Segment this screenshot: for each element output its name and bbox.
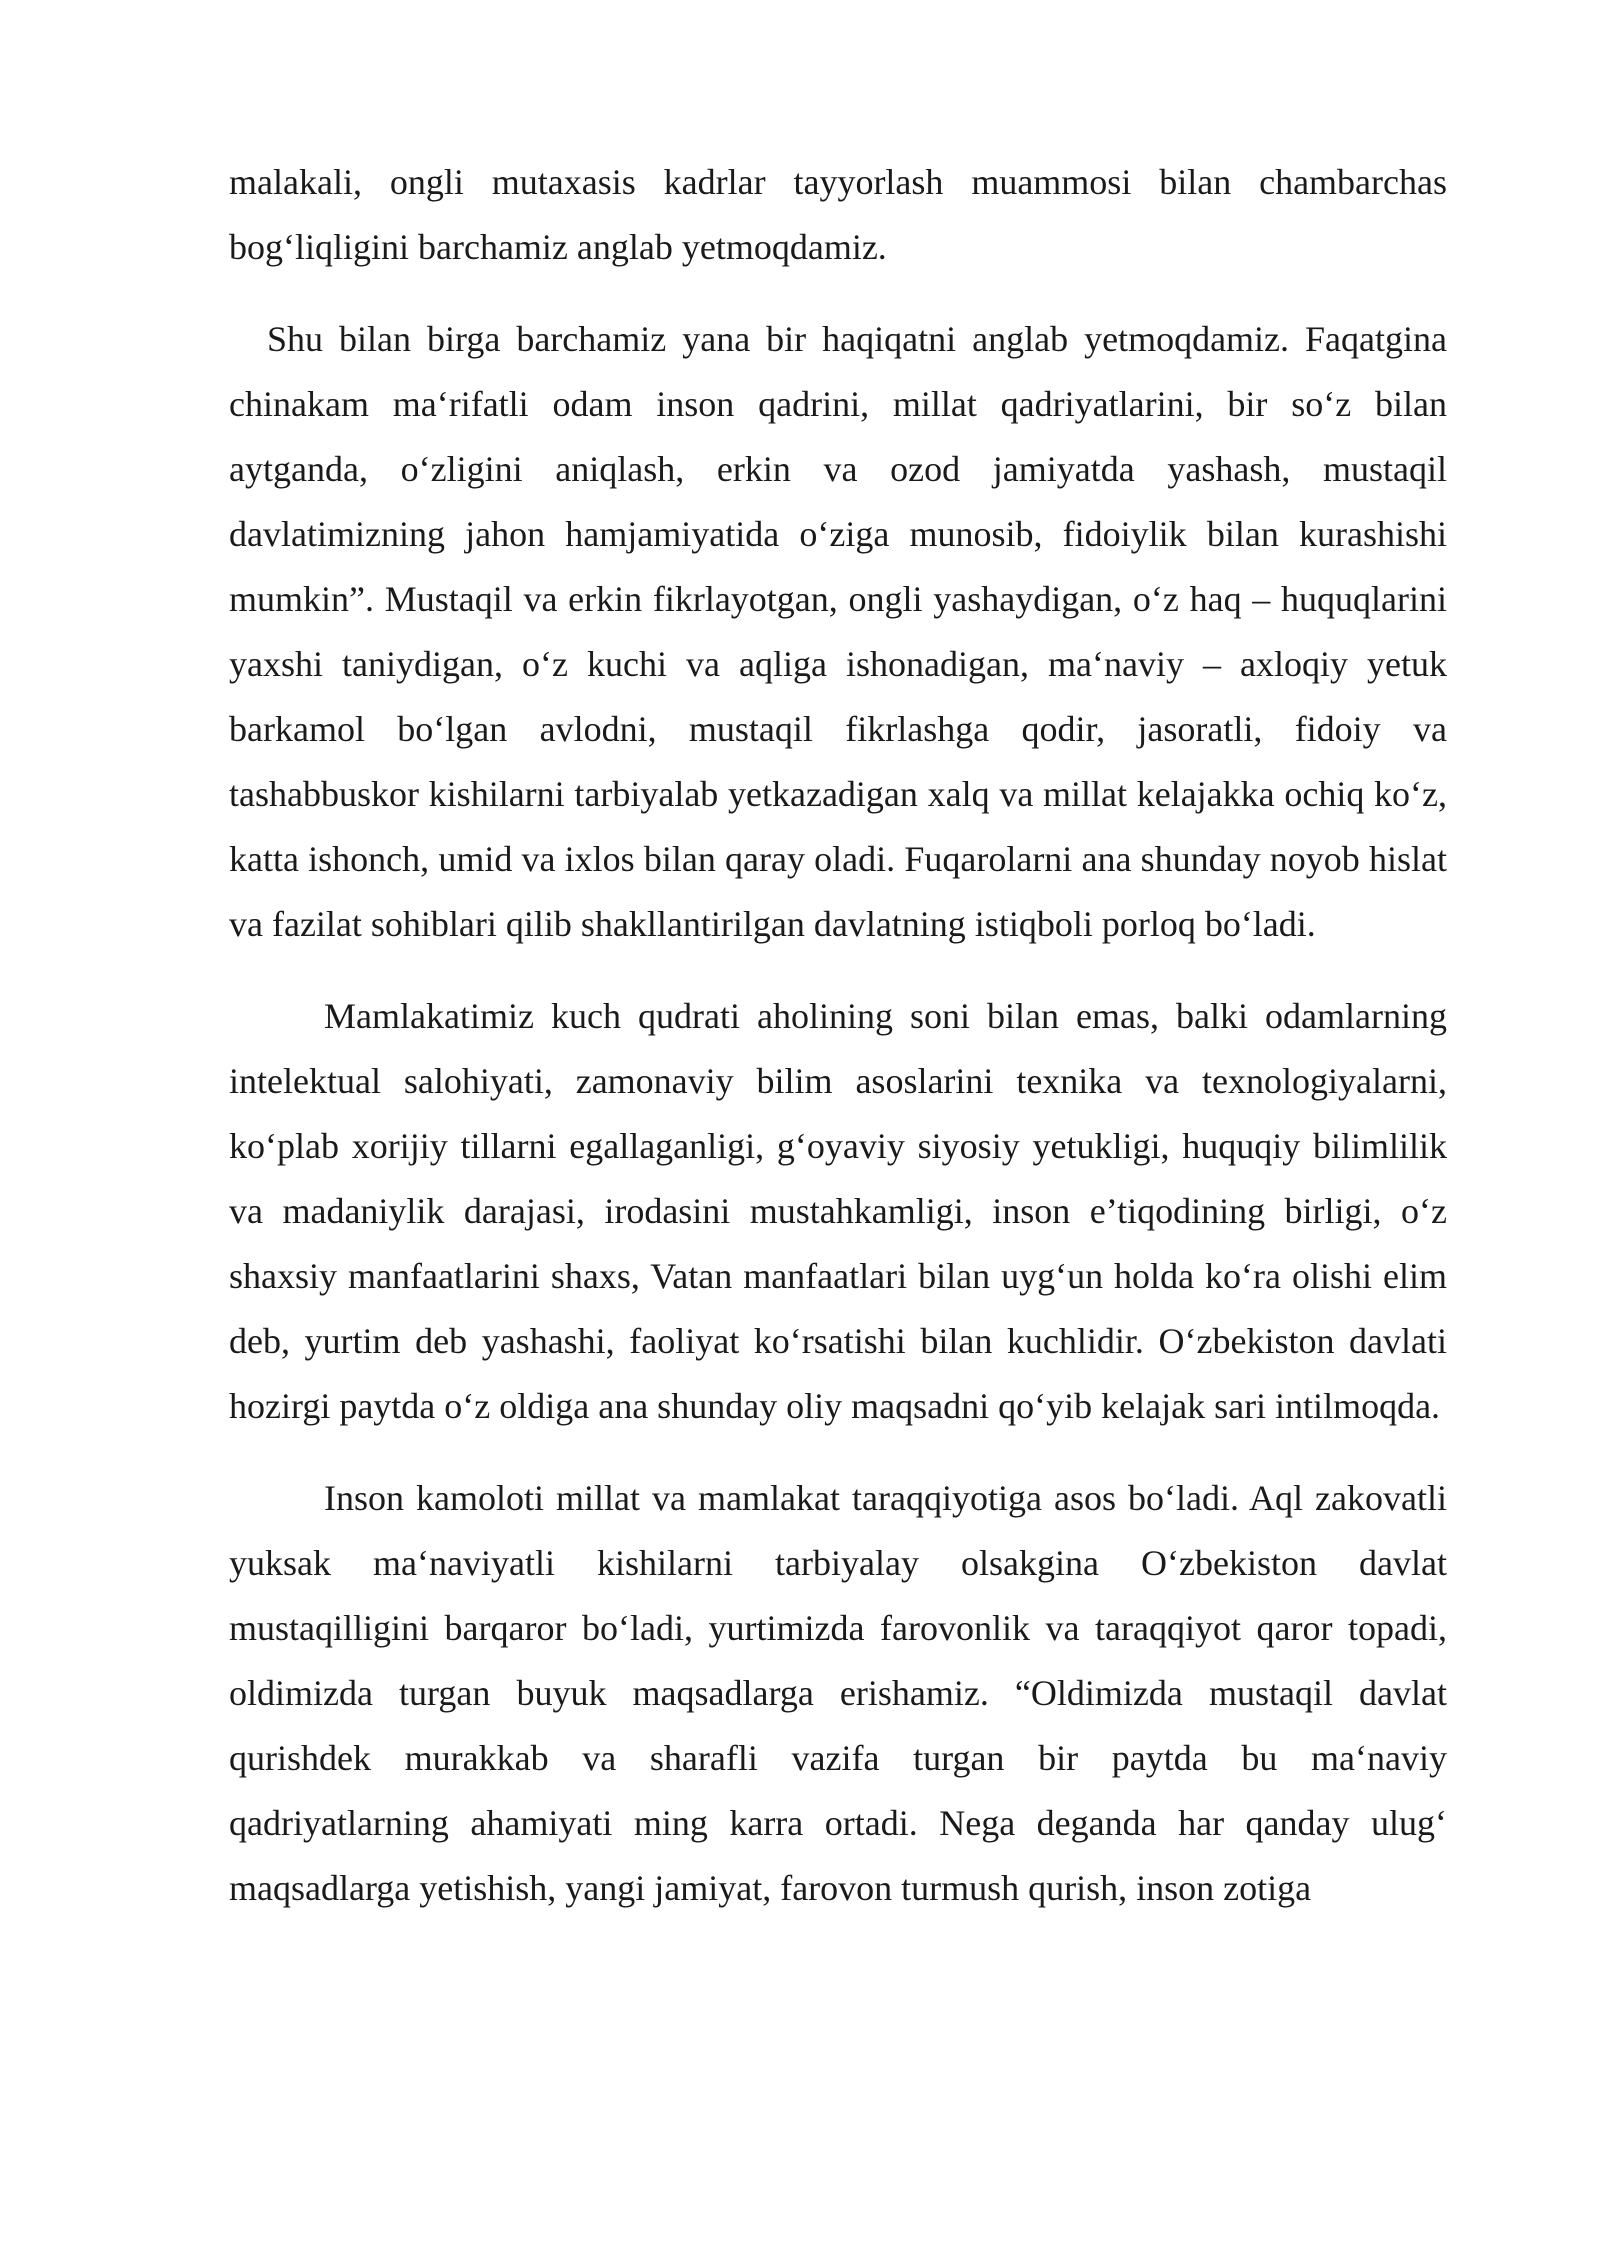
paragraph-1: malakali, ongli mutaxasis kadrlar tayyorlash muammosi bilan chambarchas bog‘liqligini barchamiz anglab yetmoqdamiz. bbox=[229, 162, 1447, 267]
paragraph-4: Inson kamoloti millat va mamlakat taraqqiyotiga asos bo‘ladi. Aql zakovatli yuksak ma‘naviyatli kishilarni tarbiyalay olsakgina O‘zbekiston davlat mustaqilligini barqaror bo‘ladi, yurtimizda farovonlik va taraqqiyot qaror topadi, oldimizda turgan buyuk maqsadlarga erishamiz. “Oldimizda mustaqil davlat qurishdek murakkab va sharafli vazifa turgan bir paytda bu ma‘naviy qadriyatlarning ahamiyati ming karra ortadi. Nega deganda har qanday ulug‘ maqsadlarga yetishish, yangi jamiyat, farovon turmush qurish, inson zotiga bbox=[229, 1478, 1447, 1908]
paragraph-3: Mamlakatimiz kuch qudrati aholining soni bilan emas, balki odamlarning intelektual salohiyati, zamonaviy bilim asoslarini texnika va texnologiyalarni, ko‘plab xorijiy tillarni egallaganligi, g‘oyaviy siyosiy yetukligi, huquqiy bilimlilik va madaniylik darajasi, irodasini mustahkamligi, inson e’tiqodining birligi, o‘z shaxsiy manfaatlarini shaxs, Vatan manfaatlari bilan uyg‘un holda ko‘ra olishi elim deb, yurtim deb yashashi, faoliyat ko‘rsatishi bilan kuchlidir. O‘zbekiston davlati hozirgi paytda o‘z oldiga ana shunday oliy maqsadni qo‘yib kelajak sari intilmoqda. bbox=[229, 996, 1447, 1426]
body-text bbox=[229, 150, 1447, 1948]
paragraph-2: Shu bilan birga barchamiz yana bir haqiqatni anglab yetmoqdamiz. Faqatgina chinakam ma‘rifatli odam inson qadrini, millat qadriyatlarini, bir so‘z bilan aytganda, o‘zligini aniqlash, erkin va ozod jamiyatda yashash, mustaqil davlatimizning jahon hamjamiyatida o‘ziga munosib, fidoiylik bilan kurashishi mumkin”. Mustaqil va erkin fikrlayotgan, ongli yashaydigan, o‘z haq – huquqlarini yaxshi taniydigan, o‘z kuchi va aqliga ishonadigan, ma‘naviy – axloqiy yetuk barkamol bo‘lgan avlodni, mustaqil fikrlashga qodir, jasoratli, fidoiy va tashabbuskor kishilarni tarbiyalab yetkazadigan xalq va millat kelajakka ochiq ko‘z, katta ishonch, umid va ixlos bilan qaray oladi. Fuqarolarni ana shunday noyob hislat va fazilat sohiblari qilib shakllantirilgan davlatning istiqboli porloq bo‘ladi. bbox=[229, 319, 1447, 944]
